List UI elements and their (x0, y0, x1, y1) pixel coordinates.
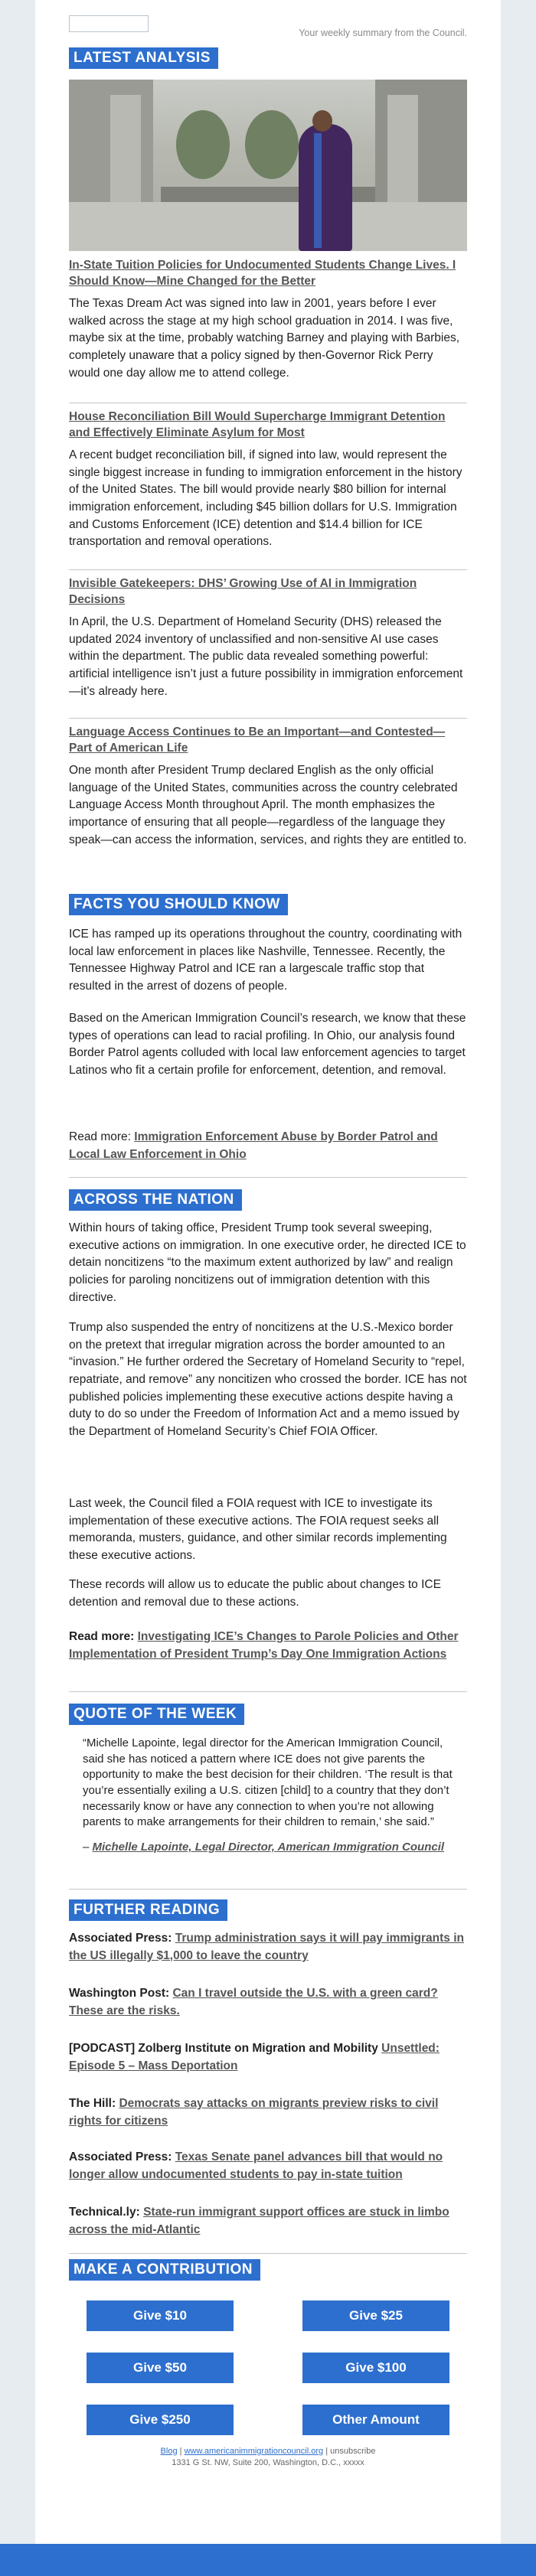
divider (69, 2253, 467, 2254)
quote-text: “Michelle Lapointe, legal director for the American Immigration Council, said she has noticed a pattern where ICE does not give parents the opportunity to make the best decision for their children. ‘The result is that you’re essentially exiling a U.S. citizen [child] to a country that they don’t necessarily know or have any connection to when you’re not allowing parents to make arrangements for their children to remain,’ she said.” (83, 1736, 453, 1829)
nation-paragraph: Within hours of taking office, President Trump took several sweeping, executive actions on immigration. In one executive order, he directed ICE to detain noncitizens “to the maximum extent authorized by law” and realign policies for paroling noncitizens out of immigration detention with this directive. (69, 1221, 466, 1304)
reading-item (69, 2040, 467, 2075)
reading-item (69, 1930, 467, 1965)
hero-image[interactable] (69, 80, 467, 251)
section-heading-further-reading: FURTHER READING (69, 1899, 227, 1921)
reading-source: The Hill: (69, 2097, 116, 2110)
article-title[interactable]: In-State Tuition Policies for Undocumented Students Change Lives. I Should Know—Mine Changed for the Better (69, 259, 456, 289)
divider (69, 1889, 467, 1890)
divider (69, 569, 467, 570)
footer-links (69, 2446, 467, 2457)
reading-link[interactable]: Unsettled: Episode 5 – Mass Deportation (69, 2042, 440, 2072)
facts-paragraph: Based on the American Immigration Council’s research, we know that these types of operations can lead to racial profiling. In Ohio, our analysis found Border Patrol agents colluded with local law enforcement agencies to target Latinos who fit a certain profile for enforcement, detention, and removal. (69, 1012, 466, 1077)
nation-paragraph: Trump also suspended the entry of noncitizens at the U.S.-Mexico border on the pretext that irregular migration across the border amounted to an “invasion.” He further ordered the Secretary of Homeland Security to “repel, repatriate, and remove” any noncitizen who crossed the border. ICE has not published policies implementing these executive actions despite having a duty to do so under the Freedom of Information Act and a memo issued by the Department of Homeland Security’s Chief FOIA Officer. (69, 1321, 467, 1438)
reading-source: Technical.ly: (69, 2206, 140, 2219)
hero-tree (245, 110, 299, 179)
footer-blog-link[interactable]: Blog (160, 2447, 178, 2456)
reading-source: Associated Press: (69, 1932, 172, 1945)
facts-paragraph: ICE has ramped up its operations throughout the country, coordinating with local law enforcement in places like Nashville, Tennessee. Recently, the Tennessee Highway Patrol and ICE ran a largescale traffic stop that resulted in the arrest of dozens of people. (69, 928, 462, 993)
bottom-accent-bar (0, 2544, 536, 2576)
article-title[interactable]: House Reconciliation Bill Would Supercharge Immigrant Detention and Effectively Eliminate Asylum for Most (69, 410, 446, 440)
footer-address: 1331 G St. NW, Suite 200, Washington, D.C., xxxxx (172, 2458, 364, 2468)
reading-source: [PODCAST] Zolberg Institute on Migration and Mobility (69, 2042, 378, 2055)
hero-plaza (69, 202, 467, 251)
reading-item (69, 2204, 467, 2239)
footer-separator: | (325, 2447, 328, 2456)
give-10-button[interactable]: Give $10 (87, 2300, 234, 2331)
section-heading-facts: FACTS YOU SHOULD KNOW (69, 894, 288, 915)
read-more-label: Read more: (69, 1130, 131, 1143)
article-summary: The Texas Dream Act was signed into law in 2001, years before I ever walked across the stage at my high school graduation in 2014. I was five, maybe six at the time, probably watching Barney and playing with Barbies, completely unaware that a policy signed by then-Governor Rick Perry would one day allow me to attend college. (69, 297, 460, 380)
read-more-link[interactable]: Immigration Enforcement Abuse by Border Patrol and Local Law Enforcement in Ohio (69, 1130, 438, 1161)
divider (69, 1691, 467, 1692)
facts-read-more (69, 1129, 467, 1163)
logo[interactable] (69, 15, 149, 32)
reading-source: Associated Press: (69, 2150, 172, 2164)
hero-tree (176, 110, 230, 179)
reading-item (69, 2149, 467, 2183)
section-heading-latest-analysis: LATEST ANALYSIS (69, 47, 218, 69)
quote-attribution-link[interactable]: Michelle Lapointe, Legal Director, American Immigration Council (92, 1841, 445, 1854)
reading-source: Washington Post: (69, 1987, 170, 2000)
hero-graduate-head (312, 110, 332, 132)
nation-paragraph: These records will allow us to educate the public about changes to ICE detention and removal due to these actions. (69, 1578, 441, 1609)
reading-item (69, 1985, 467, 2020)
give-100-button[interactable]: Give $100 (302, 2353, 449, 2383)
read-more-label: Read more: (69, 1630, 135, 1643)
nation-read-more (69, 1629, 467, 1663)
read-more-link[interactable]: Investigating ICE’s Changes to Parole Policies and Other Implementation of President Trump’s Day One Immigration Actions (69, 1630, 459, 1661)
reading-link[interactable]: State-run immigrant support offices are stuck in limbo across the mid-Atlantic (69, 2206, 449, 2236)
footer-unsubscribe-link[interactable]: unsubscribe (330, 2447, 376, 2456)
give-50-button[interactable]: Give $50 (87, 2353, 234, 2383)
reading-link[interactable]: Democrats say attacks on migrants preview risks to civil rights for citizens (69, 2097, 439, 2128)
give-250-button[interactable]: Give $250 (87, 2405, 234, 2435)
other-amount-button[interactable]: Other Amount (302, 2405, 449, 2435)
footer-separator: | (179, 2447, 182, 2456)
section-heading-quote: QUOTE OF THE WEEK (69, 1704, 244, 1725)
reading-link[interactable]: Can I travel outside the U.S. with a green card? These are the risks. (69, 1987, 438, 2017)
hero-graduate-gown (299, 124, 352, 251)
divider (69, 1177, 467, 1178)
reading-item (69, 2095, 467, 2130)
footer-site-link[interactable]: www.americanimmigrationcouncil.org (184, 2447, 324, 2456)
article-title[interactable]: Invisible Gatekeepers: DHS’ Growing Use of AI in Immigration Decisions (69, 577, 417, 607)
reading-link[interactable]: Texas Senate panel advances bill that would no longer allow undocumented students to pay in-state tuition (69, 2150, 443, 2181)
article-summary: In April, the U.S. Department of Homeland Security (DHS) released the updated 2024 inventory of unclassified and non-sensitive AI use cases within the department. The public data revealed something powerful: artificial intelligence isn’t just a future possibility in immigration enforcement—it’s already here. (69, 615, 463, 698)
footer (69, 2446, 467, 2470)
quote-dash: – (83, 1841, 90, 1854)
section-heading-contribution: MAKE A CONTRIBUTION (69, 2259, 260, 2281)
quote-attribution (83, 1840, 458, 1856)
tagline: Your weekly summary from the Council. (299, 28, 467, 38)
divider (69, 718, 467, 719)
hero-gown-stripe (314, 133, 322, 248)
article-summary: A recent budget reconciliation bill, if signed into law, would represent the single biggest increase in funding to immigration enforcement in the history of the United States. The bill would provide nearly $80 billion for internal immigration enforcement, including $45 billion dollars for U.S. Immigration and Customs Enforcement (ICE) detention and $14.4 billion for ICE transportation and removal operations. (69, 448, 462, 549)
article-title[interactable]: Language Access Continues to Be an Important—and Contested—Part of American Life (69, 726, 446, 755)
reading-link[interactable]: Trump administration says it will pay immigrants in the US illegally $1,000 to leave the country (69, 1932, 464, 1962)
section-heading-nation: ACROSS THE NATION (69, 1189, 242, 1211)
article-summary: One month after President Trump declared English as the only official language of the United States, communities across the country celebrated Language Access Month throughout April. The month emphasizes the importance of ensuring that all people—regardless of the language they speak—can access the information, services, and rights they are entitled to. (69, 764, 467, 846)
give-25-button[interactable]: Give $25 (302, 2300, 449, 2331)
nation-paragraph: Last week, the Council filed a FOIA request with ICE to investigate its implementation of these executive actions. The FOIA request seeks all memoranda, musters, guidance, and other similar records implementing these executive actions. (69, 1497, 447, 1562)
